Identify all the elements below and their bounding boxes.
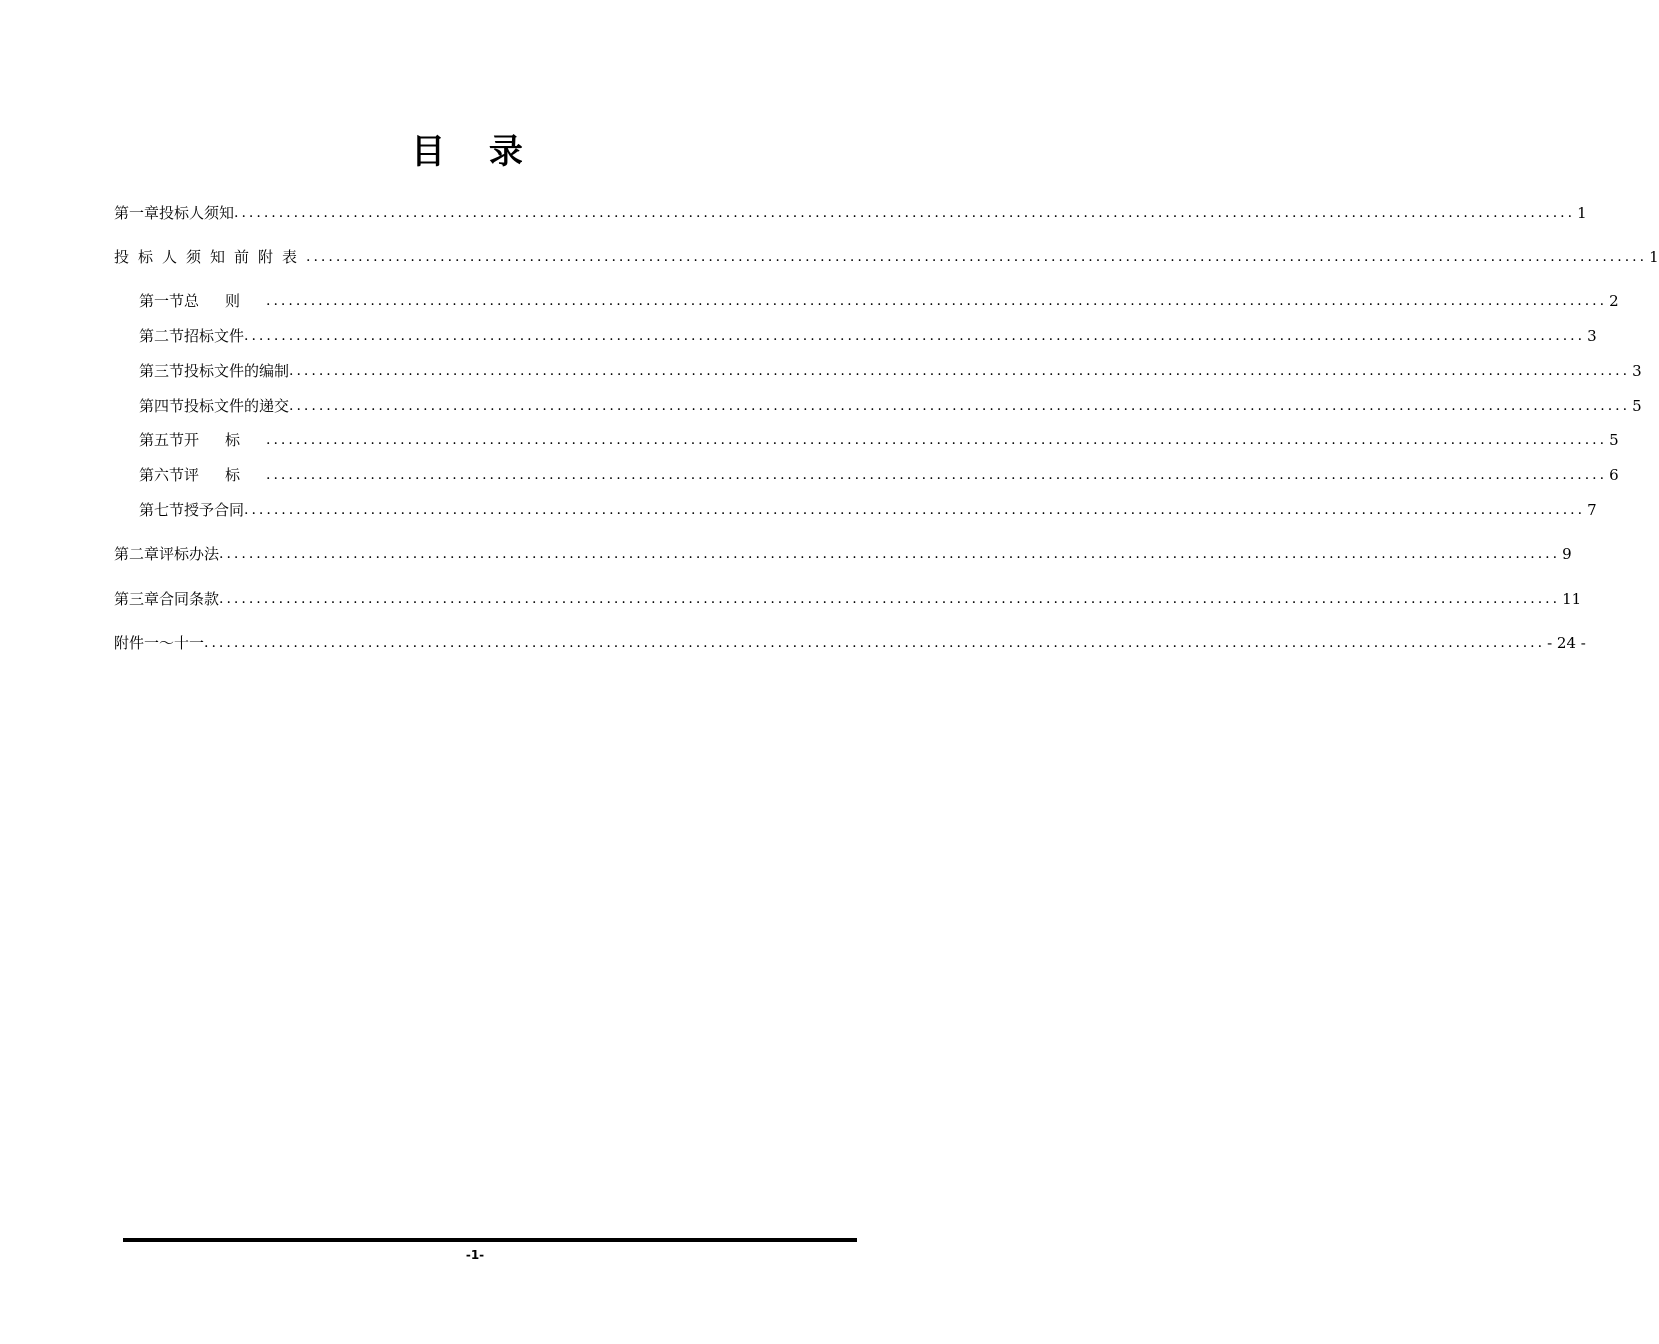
toc-chapter-number: 第一章 xyxy=(114,204,160,222)
toc-page-number: 6 xyxy=(1609,466,1619,484)
toc-leader: .................................................................................................................................................................................... xyxy=(266,432,1608,448)
toc-entry-title: 投标人须知 xyxy=(159,204,235,222)
toc-leader: .................................................................................................................................................................................... xyxy=(266,467,1608,483)
toc-entry-section-6[interactable] xyxy=(139,463,1619,487)
toc-leader: .................................................................................................................................................................................... xyxy=(204,635,1546,651)
toc-entry-title: 招标文件 xyxy=(184,327,245,345)
toc-entry-section-5[interactable] xyxy=(139,428,1619,452)
toc-leader: .................................................................................................................................................................................... xyxy=(289,363,1631,379)
toc-entry-title: 投标文件的编制 xyxy=(184,362,290,380)
toc-entry-title: 投标文件的递交 xyxy=(184,397,290,415)
toc-page-number: 9 xyxy=(1562,545,1572,563)
toc-leader: .................................................................................................................................................................................... xyxy=(244,502,1586,518)
toc-chapter-number: 第二章 xyxy=(114,545,160,563)
toc-entry-title: 投标人须知前附表 xyxy=(114,248,307,266)
toc-section-number: 第三节 xyxy=(139,362,185,380)
toc-page-number: 1 xyxy=(1577,204,1587,222)
toc-page-number: 11 xyxy=(1562,590,1582,608)
toc-entry-title: 评标 xyxy=(184,466,267,484)
toc-entry-chapter-3[interactable] xyxy=(114,587,1582,611)
toc-leader: .................................................................................................................................................................................... xyxy=(289,398,1631,414)
toc-page-number: 5 xyxy=(1632,397,1642,415)
toc-entry-chapter-1[interactable] xyxy=(114,201,1587,225)
toc-entry-appendix-table[interactable] xyxy=(114,245,1659,269)
toc-entry-annex[interactable] xyxy=(114,631,1586,655)
toc-entry-title: 评标办法 xyxy=(159,545,220,563)
toc-page-number: 3 xyxy=(1587,327,1597,345)
toc-page-number: 7 xyxy=(1587,501,1597,519)
toc-leader: .................................................................................................................................................................................... xyxy=(234,205,1576,221)
toc-page-number: 5 xyxy=(1609,431,1619,449)
toc-entry-section-2[interactable] xyxy=(139,324,1597,348)
toc-leader: .................................................................................................................................................................................... xyxy=(219,546,1561,562)
toc-entry-section-3[interactable] xyxy=(139,359,1642,383)
toc-leader: .................................................................................................................................................................................... xyxy=(266,293,1608,309)
toc-page-number: 1 xyxy=(1649,248,1659,266)
toc-section-number: 第七节 xyxy=(139,501,185,519)
toc-entry-section-7[interactable] xyxy=(139,498,1597,522)
toc-entry-chapter-2[interactable] xyxy=(114,542,1572,566)
toc-entry-section-1[interactable] xyxy=(139,289,1619,313)
toc-page-number: - 24 - xyxy=(1547,634,1586,652)
toc-leader: .................................................................................................................................................................................... xyxy=(244,328,1586,344)
page-title: 目 录 xyxy=(411,132,539,172)
toc-entry-title: 附件一～十一 xyxy=(114,634,205,652)
toc-leader: .................................................................................................................................................................................... xyxy=(306,249,1648,265)
toc-page-number: 2 xyxy=(1609,292,1619,310)
footer-page-number: -1- xyxy=(465,1248,485,1262)
toc-page-number: 3 xyxy=(1632,362,1642,380)
toc-entry-title: 开标 xyxy=(184,431,267,449)
toc-section-number: 第六节 xyxy=(139,466,185,484)
toc-section-number: 第四节 xyxy=(139,397,185,415)
footer-rule xyxy=(123,1238,857,1242)
toc-entry-title: 授予合同 xyxy=(184,501,245,519)
toc-entry-section-4[interactable] xyxy=(139,394,1642,418)
toc-section-number: 第五节 xyxy=(139,431,185,449)
toc-entry-title: 合同条款 xyxy=(159,590,220,608)
toc-chapter-number: 第三章 xyxy=(114,590,160,608)
toc-section-number: 第一节 xyxy=(139,292,185,310)
toc-leader: .................................................................................................................................................................................... xyxy=(219,591,1561,607)
toc-entry-title: 总则 xyxy=(184,292,267,310)
toc-section-number: 第二节 xyxy=(139,327,185,345)
